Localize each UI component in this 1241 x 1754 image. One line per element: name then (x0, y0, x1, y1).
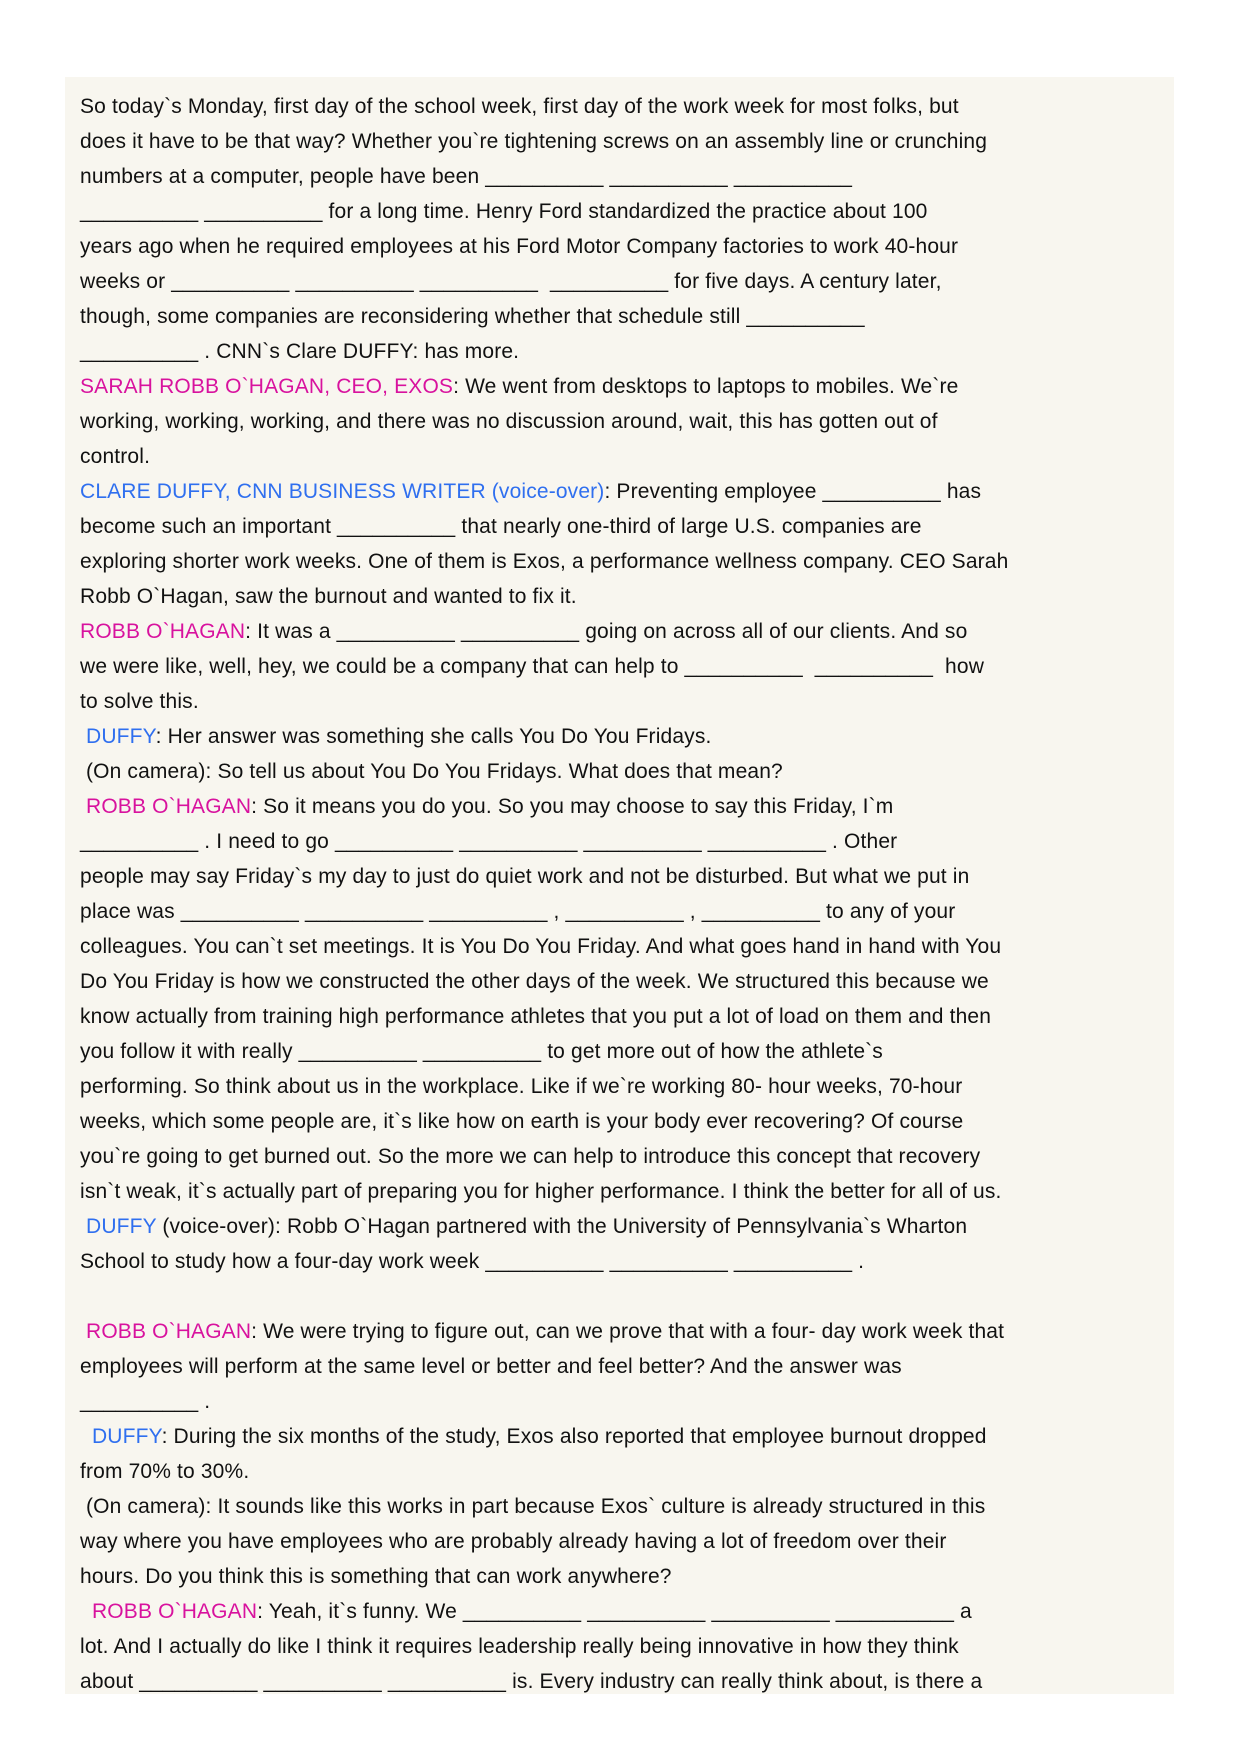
transcript-line (80, 299, 1008, 334)
line-text (80, 1285, 86, 1308)
transcript-line (80, 1279, 1008, 1314)
transcript-line (80, 404, 1008, 439)
line-text: __________ . CNN`s Clare DUFFY: has more. (80, 340, 520, 363)
transcript-line (80, 1384, 1008, 1419)
transcript-line (80, 754, 1008, 789)
transcript-line (80, 929, 1008, 964)
transcript-line (80, 1419, 1008, 1454)
line-text: from 70% to 30%. (80, 1460, 250, 1483)
line-text (80, 1600, 92, 1623)
line-text: control. (80, 445, 151, 468)
transcript-line (80, 684, 1008, 719)
line-text: : During the six months of the study, Exos also reported that employee burnout dropped (161, 1425, 987, 1448)
transcript-line (80, 579, 1008, 614)
transcript-line (80, 439, 1008, 474)
speaker-label: CLARE DUFFY, CNN BUSINESS WRITER (voice-over) (80, 480, 605, 503)
line-text: you`re going to get burned out. So the more we can help to introduce this concept that recovery (80, 1145, 981, 1168)
line-text: : We were trying to figure out, can we prove that with a four- day work week that (251, 1320, 1005, 1343)
transcript-line (80, 1454, 1008, 1489)
transcript-line (80, 1244, 1008, 1279)
line-text: employees will perform at the same level or better and feel better? And the answer was (80, 1355, 902, 1378)
transcript-line (80, 719, 1008, 754)
worksheet-page (65, 77, 1174, 1694)
transcript-line (80, 159, 1008, 194)
line-text: __________ __________ for a long time. Henry Ford standardized the practice about 100 (80, 200, 928, 223)
line-text: Robb O`Hagan, saw the burnout and wanted to fix it. (80, 585, 577, 608)
line-text: __________ . (80, 1390, 211, 1413)
transcript-line (80, 1209, 1008, 1244)
transcript-line (80, 614, 1008, 649)
transcript-line (80, 124, 1008, 159)
line-text: weeks, which some people are, it`s like how on earth is your body ever recovering? Of course (80, 1110, 964, 1133)
line-text: numbers at a computer, people have been __________ __________ __________ (80, 165, 853, 188)
transcript-line (80, 474, 1008, 509)
speaker-label: DUFFY (91, 1425, 162, 1448)
line-text: So today`s Monday, first day of the school week, first day of the work week for most folks, but (80, 95, 959, 118)
transcript-line (80, 859, 1008, 894)
line-text (80, 1425, 92, 1448)
line-text: hours. Do you think this is something that can work anywhere? (80, 1565, 672, 1588)
line-text: : Yeah, it`s funny. We __________ __________ __________ __________ a (257, 1600, 972, 1623)
transcript-line (80, 649, 1008, 684)
speaker-label: DUFFY (86, 1215, 157, 1238)
transcript-line (80, 264, 1008, 299)
line-text: working, working, working, and there was no discussion around, wait, this has gotten out of (80, 410, 938, 433)
line-text: become such an important __________ that nearly one-third of large U.S. companies are (80, 515, 922, 538)
transcript-line (80, 999, 1008, 1034)
line-text: : Preventing employee __________ has (604, 480, 982, 503)
transcript-line (80, 1069, 1008, 1104)
transcript-line (80, 789, 1008, 824)
speaker-label: ROBB O`HAGAN (91, 1600, 258, 1623)
transcript-line (80, 1139, 1008, 1174)
transcript-line (80, 1489, 1008, 1524)
line-text: : Her answer was something she calls You Do You Fridays. (155, 725, 712, 748)
transcript-line (80, 229, 1008, 264)
line-text: years ago when he required employees at his Ford Motor Company factories to work 40-hour (80, 235, 959, 258)
speaker-label: ROBB O`HAGAN (80, 620, 246, 643)
line-text: does it have to be that way? Whether you`re tightening screws on an assembly line or crunching (80, 130, 988, 153)
speaker-label: ROBB O`HAGAN (86, 1320, 252, 1343)
line-text: __________ . I need to go __________ __________ __________ __________ . Other (80, 830, 898, 853)
transcript-line (80, 894, 1008, 929)
line-text: though, some companies are reconsidering whether that schedule still __________ (80, 305, 865, 328)
line-text: way where you have employees who are probably already having a lot of freedom over their (80, 1530, 947, 1553)
line-text: we were like, well, hey, we could be a company that can help to __________ __________ how (80, 655, 985, 678)
line-text: lot. And I actually do like I think it requires leadership really being innovative in how they think (80, 1635, 959, 1658)
transcript-line (80, 509, 1008, 544)
line-text: performing. So think about us in the workplace. Like if we`re working 80- hour weeks, 70-hour (80, 1075, 963, 1098)
line-text: (On camera): So tell us about You Do You Fridays. What does that mean? (80, 760, 783, 783)
line-text: exploring shorter work weeks. One of them is Exos, a performance wellness company. CEO Sarah (80, 550, 1009, 573)
transcript-line (80, 1594, 1008, 1629)
line-text: know actually from training high performance athletes that you put a lot of load on them and then (80, 1005, 992, 1028)
line-text: School to study how a four-day work week __________ __________ __________ . (80, 1250, 865, 1273)
transcript-line (80, 1314, 1008, 1349)
transcript-line (80, 334, 1008, 369)
line-text: : So it means you do you. So you may choose to say this Friday, I`m (251, 795, 894, 818)
transcript-line (80, 1524, 1008, 1559)
transcript-line (80, 824, 1008, 859)
transcript-line (80, 1629, 1008, 1664)
transcript-line (80, 1174, 1008, 1209)
line-text: : It was a __________ __________ going on across all of our clients. And so (245, 620, 968, 643)
line-text: people may say Friday`s my day to just do quiet work and not be disturbed. But what we put in (80, 865, 970, 888)
transcript-line (80, 964, 1008, 999)
line-text: Do You Friday is how we constructed the other days of the week. We structured this because we (80, 970, 989, 993)
line-text: place was __________ __________ __________ , __________ , __________ to any of your (80, 900, 956, 923)
speaker-label: SARAH ROBB O`HAGAN, CEO, EXOS (80, 375, 454, 398)
line-text: (voice-over): Robb O`Hagan partnered with the University of Pennsylvania`s Wharton (156, 1215, 968, 1238)
line-text: to solve this. (80, 690, 199, 713)
line-text: : We went from desktops to laptops to mobiles. We`re (453, 375, 959, 398)
transcript-text (80, 89, 1008, 1699)
transcript-line (80, 1559, 1008, 1594)
line-text: colleagues. You can`t set meetings. It is You Do You Friday. And what goes hand in hand with You (80, 935, 1002, 958)
transcript-line (80, 1034, 1008, 1069)
transcript-line (80, 544, 1008, 579)
transcript-line (80, 89, 1008, 124)
transcript-line (80, 1104, 1008, 1139)
transcript-line (80, 1664, 1008, 1699)
line-text: weeks or __________ __________ __________ __________ for five days. A century later, (80, 270, 942, 293)
line-text: you follow it with really __________ __________ to get more out of how the athlete`s (80, 1040, 883, 1063)
line-text: isn`t weak, it`s actually part of preparing you for higher performance. I think the better for all of us. (80, 1180, 1002, 1203)
speaker-label: DUFFY (86, 725, 156, 748)
transcript-line (80, 194, 1008, 229)
line-text: about __________ __________ __________ is. Every industry can really think about, is there a (80, 1670, 983, 1693)
line-text: (On camera): It sounds like this works in part because Exos` culture is already structured in this (80, 1495, 986, 1518)
transcript-line (80, 1349, 1008, 1384)
transcript-line (80, 369, 1008, 404)
speaker-label: ROBB O`HAGAN (86, 795, 252, 818)
